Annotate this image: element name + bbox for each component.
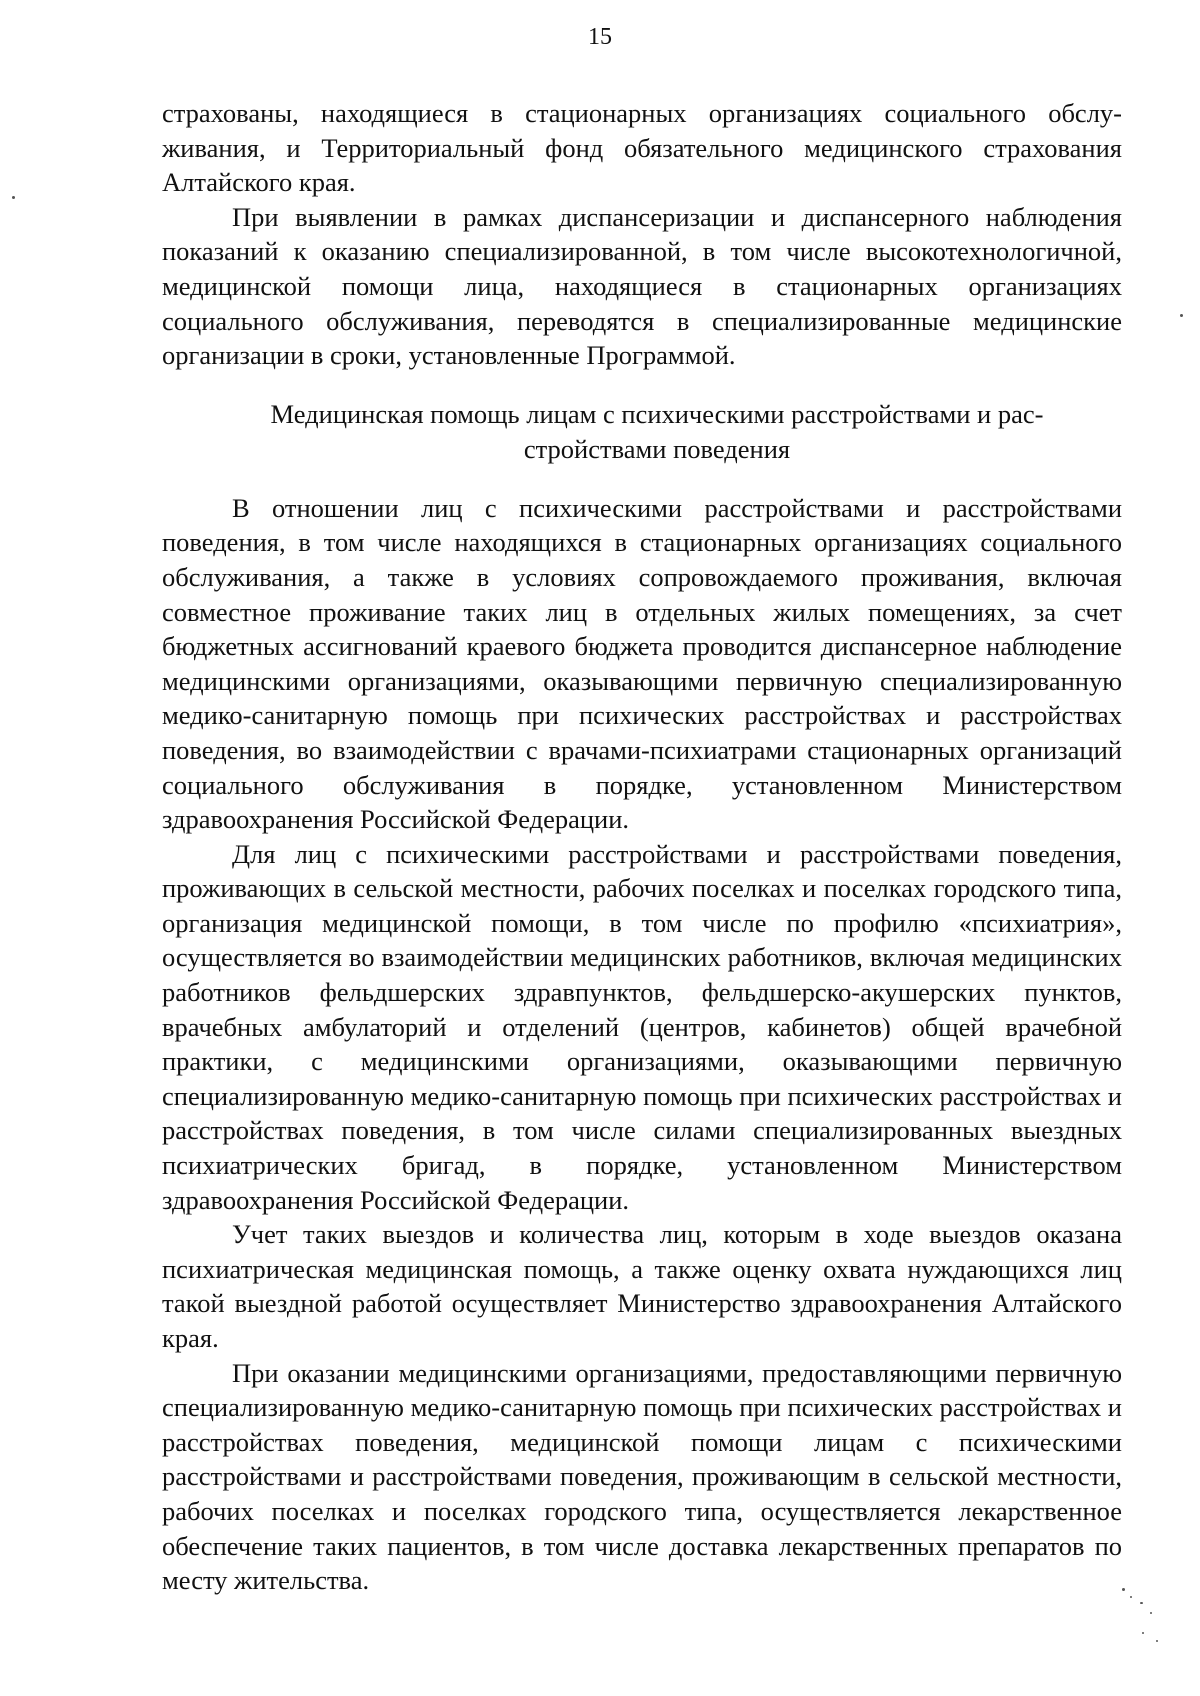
scan-speck <box>1122 1588 1125 1591</box>
document-body <box>162 96 1122 1598</box>
scan-speck <box>12 196 15 199</box>
paragraph-rural-care-organization: Для лиц с психическими расстройствами и расстройствами поведения, проживающих в сельской местности, рабочих поселках и поселках городского типа, организация медицинской помощи, в том числе по профилю «психиатрия», осуществляется во взаимодействии медицинских работников, включая медицинских работников фельдшерских здравпунктов, фельдшерско-акушерских пунктов, врачебных амбулаторий и отделений (центров, кабинетов) общей врачебной практики, с медицинскими организациями, оказывающими первичную специализированную медико-санитарную помощь при психических расстройствах и расстройствах поведения, в том числе силами специализированных выездных психиатрических бригад, в порядке, установленном Министерством здравоохранения Российской Федерации. <box>162 838 1122 1215</box>
section-title: Медицинская помощь лицам с психическими расстройствами и расстройствами поведения <box>270 398 1044 464</box>
scan-speck <box>1142 1632 1144 1634</box>
scan-speck <box>1130 1596 1132 1598</box>
paragraph-drug-provision: При оказании медицинскими организациями, предоставляющими первичную специализированную медико-санитарную помощь при психических расстройствах и расстройствах поведения, медицинской помощи лицам с психическими расстройствами и расстройствами поведения, проживающим в сельской местности, рабочих поселках и поселках городского типа, осуществляется лекарственное обеспечение таких пациентов, в том числе доставка лекарственных препаратов по месту жительства. <box>162 1357 1122 1596</box>
paragraph-dispensary-referral: При выявлении в рамках диспансеризации и диспансерного наблюдения показаний к оказанию специализированной, в том числе высокотехнологичной, медицинской помощи лица, находящиеся в стационарных организациях социального обслуживания, переводятся в специализированные медицинские организации в сроки, установленные Программой. <box>162 201 1122 371</box>
scan-speck <box>1140 1602 1143 1604</box>
paragraph-continuation: страхованы, находящиеся в стационарных организациях социального обслуживания, и Территориальный фонд обязательного медицинского страхования Алтайского края. <box>162 98 1122 198</box>
paragraph-dispensary-observation: В отношении лиц с психическими расстройствами и расстройствами поведения, в том числе находящихся в стационарных организациях социального обслуживания, а также в условиях сопровождаемого проживания, включая совместное проживание таких лиц в отдельных жилых помещениях, за счет бюджетных ассигнований краевого бюджета проводится диспансерное наблюдение медицинскими организациями, оказывающими первичную специализированную медико-санитарную помощь при психических расстройствах и расстройствах поведения, во взаимодействии с врачами-психиатрами стационарных организаций социального обслуживания в порядке, установленном Министерством здравоохранения Российской Федерации. <box>162 492 1122 835</box>
paragraph-field-visits-accounting: Учет таких выездов и количества лиц, которым в ходе выездов оказана психиатрическая медицинская помощь, а также оценку охвата нуждающихся лиц такой выездной работой осуществляет Министерство здравоохранения Алтайского края. <box>162 1219 1122 1353</box>
scan-speck <box>1156 1640 1158 1642</box>
scan-speck <box>1150 1612 1152 1614</box>
scan-speck <box>1180 314 1183 317</box>
page-number: 15 <box>588 24 612 50</box>
